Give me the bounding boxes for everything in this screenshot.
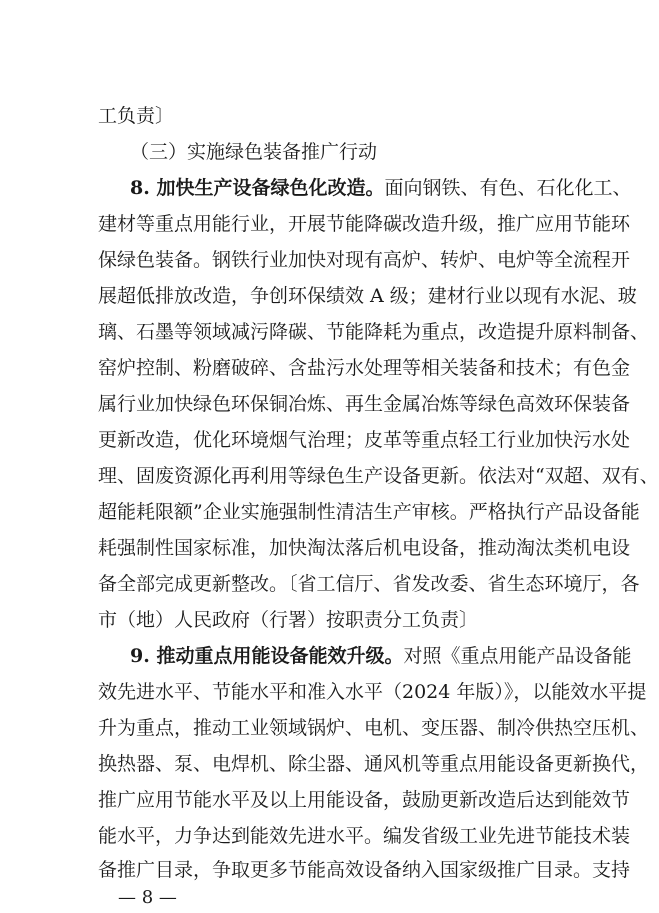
text-line: 理、固废资源化再利用等绿色生产设备更新。依法对“双超、双有、 — [98, 465, 659, 487]
text-line: 属行业加快绿色环保铜冶炼、再生金属冶炼等绿色高效环保装备 — [98, 393, 631, 415]
text-line: 展超低排放改造，争创环保绩效 A 级；建材行业以现有水泥、玻 — [98, 285, 637, 307]
text-line: 建材等重点用能行业，开展节能降碳改造升级，推广应用节能环 — [98, 213, 631, 235]
text-line: 备全部完成更新整改。〔省工信厅、省发改委、省生态环境厅，各 — [98, 573, 640, 595]
text-line: 效先进水平、节能水平和准入水平（2024 年版）》，以能效水平提 — [98, 681, 647, 703]
item-8-title: 8. 加快生产设备绿色化改造。 — [130, 177, 385, 199]
text-line: 保绿色装备。钢铁行业加快对现有高炉、转炉、电炉等全流程开 — [98, 249, 631, 271]
item-9-text-start: 对照《重点用能产品设备能 — [403, 645, 632, 667]
item-8-text-start: 面向钢铁、有色、石化化工、 — [384, 177, 632, 199]
text-line: 换热器、泵、电焊机、除尘器、通风机等重点用能设备更新换代， — [98, 753, 650, 775]
text-line: 升为重点，推动工业领域锅炉、电机、变压器、制冷供热空压机、 — [98, 717, 650, 739]
text-line: 市（地）人民政府（行署）按职责分工负责〕 — [98, 609, 479, 631]
text-line: 窑炉控制、粉磨破碎、含盐污水处理等相关装备和技术；有色金 — [98, 357, 631, 379]
item-9-title: 9. 推动重点用能设备能效升级。 — [130, 645, 404, 667]
text-line: 超能耗限额”企业实施强制性清洁生产审核。严格执行产品设备能 — [98, 501, 640, 523]
section-heading: （三）实施绿色装备推广行动 — [130, 141, 378, 163]
text-line: 能水平，力争达到能效先进水平。编发省级工业先进节能技术装 — [98, 825, 631, 847]
text-line: 耗强制性国家标准，加快淘汰落后机电设备，推动淘汰类机电设 — [98, 537, 631, 559]
text-line: 璃、石墨等领域减污降碳、节能降耗为重点，改造提升原料制备、 — [98, 321, 650, 343]
paragraph-8-first-line — [130, 175, 632, 201]
page-number: — 8 — — [118, 887, 177, 908]
text-line: 更新改造，优化环境烟气治理；皮革等重点轻工行业加快污水处 — [98, 429, 631, 451]
text-line: 推广应用节能水平及以上用能设备，鼓励更新改造后达到能效节 — [98, 789, 631, 811]
paragraph-9-first-line — [130, 643, 632, 669]
text-line: 备推广目录，争取更多节能高效设备纳入国家级推广目录。支持 — [98, 859, 631, 881]
text-line-continuation: 工负责〕 — [98, 105, 175, 127]
